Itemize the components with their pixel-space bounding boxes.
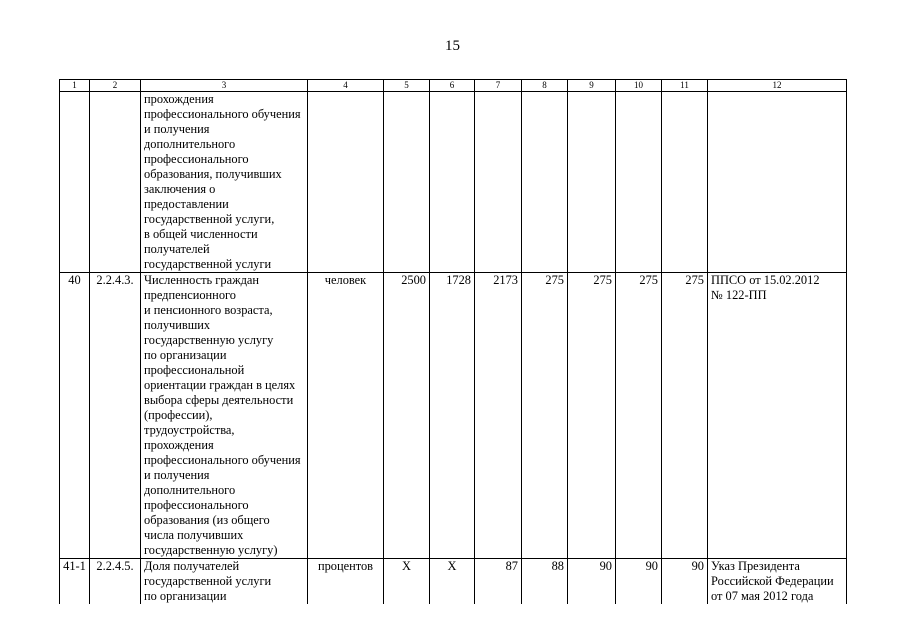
column-header: 8	[522, 80, 568, 92]
cell-value	[384, 92, 430, 273]
column-header: 5	[384, 80, 430, 92]
cell-no	[60, 92, 90, 273]
cell-code: 2.2.4.3.	[90, 273, 141, 559]
cell-value: 90	[568, 559, 616, 605]
cell-description: Численность граждан предпенсионного и пенсионного возраста, получивших государственную услугу по организации профессиональной ориентации граждан в целях выбора сферы деятельности (профессии), трудоустройства, прохождения профессионального обучения и получения дополнительного профессионального образования (из общего числа получивших государственную услугу)	[141, 273, 308, 559]
column-header: 4	[308, 80, 384, 92]
cell-no: 41-1	[60, 559, 90, 605]
cell-value: 88	[522, 559, 568, 605]
cell-value	[522, 92, 568, 273]
cell-value	[568, 92, 616, 273]
cell-value: 275	[568, 273, 616, 559]
indicators-table	[59, 79, 847, 604]
column-header: 10	[616, 80, 662, 92]
column-header: 1	[60, 80, 90, 92]
cell-value: 90	[662, 559, 708, 605]
column-header: 7	[475, 80, 522, 92]
column-header: 6	[430, 80, 475, 92]
cell-value: 275	[616, 273, 662, 559]
table-row	[60, 273, 847, 559]
cell-unit	[308, 92, 384, 273]
table-row	[60, 559, 847, 605]
cell-value: Х	[384, 559, 430, 605]
cell-code	[90, 92, 141, 273]
cell-code: 2.2.4.5.	[90, 559, 141, 605]
column-header: 11	[662, 80, 708, 92]
cell-value	[662, 92, 708, 273]
cell-value: 275	[522, 273, 568, 559]
cell-description: Доля получателей государственной услуги по организации	[141, 559, 308, 605]
column-number-row	[60, 80, 847, 92]
page-number: 15	[445, 38, 460, 54]
cell-value: 2500	[384, 273, 430, 559]
table-row-continued	[60, 92, 847, 273]
cell-value: Х	[430, 559, 475, 605]
column-header: 3	[141, 80, 308, 92]
cell-unit: процентов	[308, 559, 384, 605]
cell-basis	[708, 92, 847, 273]
cell-value: 87	[475, 559, 522, 605]
column-header: 12	[708, 80, 847, 92]
column-header: 9	[568, 80, 616, 92]
cell-value	[616, 92, 662, 273]
cell-description: прохождения профессионального обучения и получения дополнительного профессионального образования, получивших заключения о предоставлении государственной услуги, в общей численности получателей государственной услуги	[141, 92, 308, 273]
cell-no: 40	[60, 273, 90, 559]
cell-basis: ППСО от 15.02.2012 № 122-ПП	[708, 273, 847, 559]
column-header: 2	[90, 80, 141, 92]
cell-value	[475, 92, 522, 273]
cell-basis: Указ Президента Российской Федерации от 07 мая 2012 года	[708, 559, 847, 605]
cell-value: 1728	[430, 273, 475, 559]
cell-value: 90	[616, 559, 662, 605]
cell-unit: человек	[308, 273, 384, 559]
cell-value: 2173	[475, 273, 522, 559]
cell-value: 275	[662, 273, 708, 559]
cell-value	[430, 92, 475, 273]
